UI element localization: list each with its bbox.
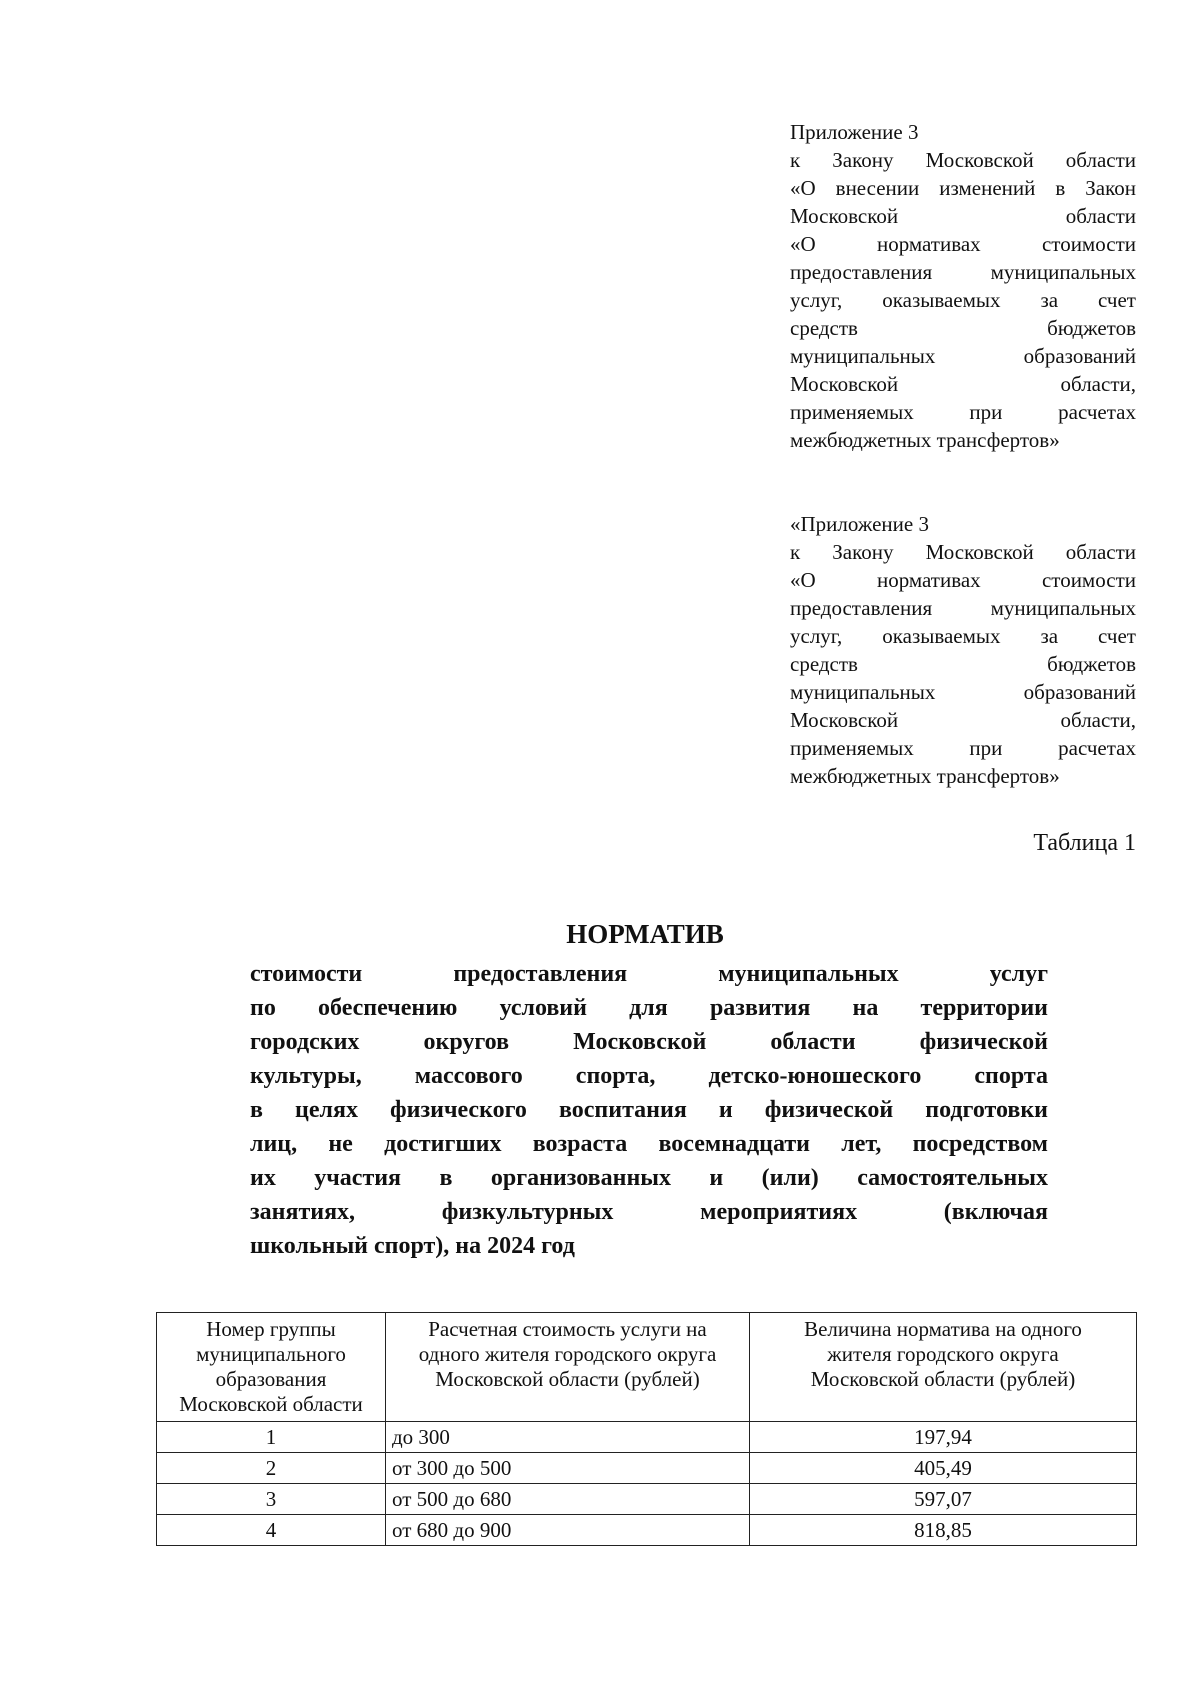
subtitle-line: городских округов Московской области физической <box>250 1029 1048 1055</box>
cell-group: 4 <box>157 1515 386 1546</box>
cell-value: 818,85 <box>750 1515 1137 1546</box>
appendix-header-original <box>790 510 1136 790</box>
cell-range: до 300 <box>386 1422 750 1453</box>
appendix-line: Московской области <box>790 204 1136 228</box>
appendix-line: средств бюджетов <box>790 652 1136 676</box>
subtitle-line: их участия в организованных и (или) самостоятельных <box>250 1165 1048 1191</box>
cell-group: 2 <box>157 1453 386 1484</box>
document-title: НОРМАТИВ <box>566 919 724 949</box>
cell-range: от 500 до 680 <box>386 1484 750 1515</box>
appendix-line: межбюджетных трансфертов» <box>790 764 1060 788</box>
appendix-line: «Приложение 3 <box>790 512 929 536</box>
appendix-line: «О нормативах стоимости <box>790 232 1136 256</box>
appendix-line: Приложение 3 <box>790 120 919 144</box>
appendix-line: муниципальных образований <box>790 680 1136 704</box>
cell-value: 597,07 <box>750 1484 1137 1515</box>
cell-range: от 680 до 900 <box>386 1515 750 1546</box>
appendix-line: «О внесении изменений в Закон <box>790 176 1136 200</box>
appendix-line: к Закону Московской области <box>790 148 1136 172</box>
appendix-line: к Закону Московской области <box>790 540 1136 564</box>
subtitle-line: занятиях, физкультурных мероприятиях (включая <box>250 1199 1048 1225</box>
appendix-line: услуг, оказываемых за счет <box>790 624 1136 648</box>
appendix-line: межбюджетных трансфертов» <box>790 428 1060 452</box>
appendix-line: применяемых при расчетах <box>790 736 1136 760</box>
appendix-line: средств бюджетов <box>790 316 1136 340</box>
table-label: Таблица 1 <box>1033 830 1136 856</box>
cell-value: 197,94 <box>750 1422 1137 1453</box>
table-row <box>157 1453 1137 1484</box>
appendix-line: предоставления муниципальных <box>790 596 1136 620</box>
appendix-line: услуг, оказываемых за счет <box>790 288 1136 312</box>
cell-value: 405,49 <box>750 1453 1137 1484</box>
cell-group: 3 <box>157 1484 386 1515</box>
appendix-header-amendment <box>790 118 1136 454</box>
cell-range: от 300 до 500 <box>386 1453 750 1484</box>
subtitle-line: лиц, не достигших возраста восемнадцати лет, посредством <box>250 1131 1048 1157</box>
header-normative-value: Величина норматива на одного жителя городского округа Московской области (рублей) <box>750 1313 1137 1422</box>
table-row <box>157 1484 1137 1515</box>
subtitle-line: школьный спорт), на 2024 год <box>250 1233 575 1259</box>
appendix-line: предоставления муниципальных <box>790 260 1136 284</box>
header-group-number: Номер группы муниципального образования Московской области <box>157 1313 386 1422</box>
subtitle-line: по обеспечению условий для развития на территории <box>250 995 1048 1021</box>
table-header-row <box>157 1313 1137 1422</box>
header-calculated-cost: Расчетная стоимость услуги на одного жителя городского округа Московской области (рублей) <box>386 1313 750 1422</box>
appendix-line: муниципальных образований <box>790 344 1136 368</box>
document-subtitle <box>250 957 1048 1263</box>
appendix-line: Московской области, <box>790 372 1136 396</box>
table-row <box>157 1515 1137 1546</box>
appendix-line: «О нормативах стоимости <box>790 568 1136 592</box>
subtitle-line: стоимости предоставления муниципальных услуг <box>250 961 1048 987</box>
subtitle-line: в целях физического воспитания и физической подготовки <box>250 1097 1048 1123</box>
appendix-line: Московской области, <box>790 708 1136 732</box>
normative-table <box>156 1312 1137 1546</box>
table-row <box>157 1422 1137 1453</box>
appendix-line: применяемых при расчетах <box>790 400 1136 424</box>
cell-group: 1 <box>157 1422 386 1453</box>
subtitle-line: культуры, массового спорта, детско-юношеского спорта <box>250 1063 1048 1089</box>
